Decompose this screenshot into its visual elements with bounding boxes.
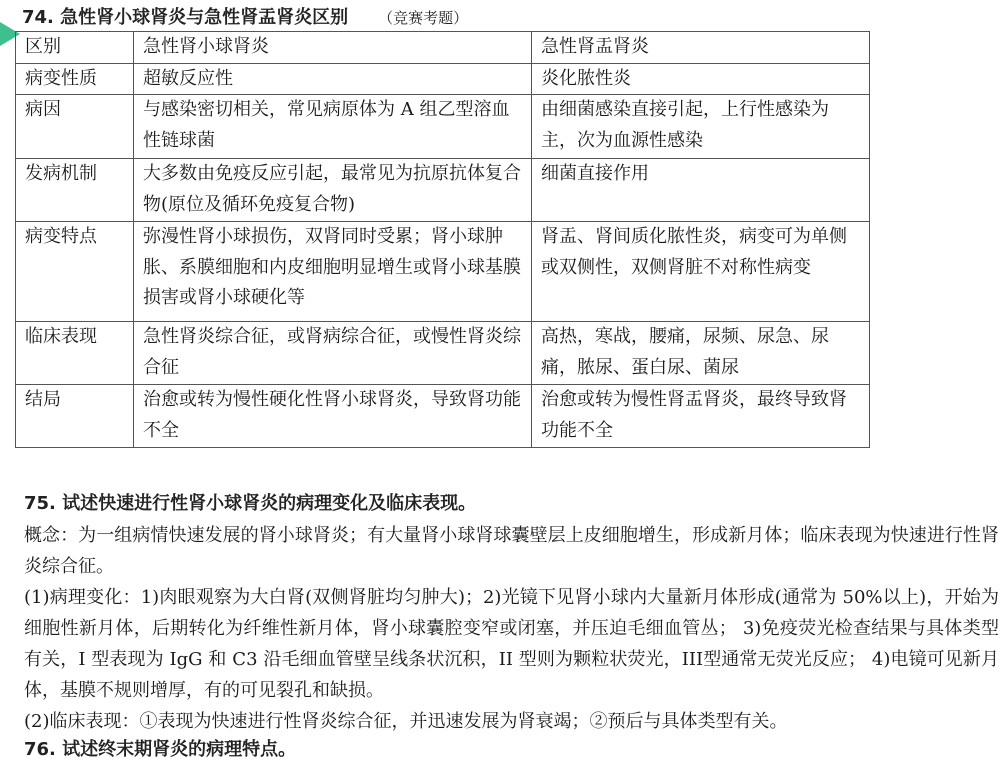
section-74-title: 74. 急性肾小球肾炎与急性肾盂肾炎区别 — [22, 7, 349, 28]
table-row — [16, 159, 870, 222]
section-75-title: 75. 试述快速进行性肾小球肾炎的病理变化及临床表现。 — [24, 493, 477, 514]
comparison-table — [15, 31, 870, 448]
table-header-cell: 区别 — [16, 32, 134, 64]
section-75 — [24, 488, 999, 737]
table-cell: 由细菌感染直接引起，上行性感染为主，次为血源性感染 — [532, 95, 870, 159]
table-row — [16, 222, 870, 322]
table-row — [16, 385, 870, 448]
table-row-label: 病变性质 — [16, 63, 134, 95]
table-cell: 高热，寒战，腰痛，尿频、尿急、尿痛，脓尿、蛋白尿、菌尿 — [532, 322, 870, 385]
table-cell: 弥漫性肾小球损伤，双肾同时受累；肾小球肿胀、系膜细胞和内皮细胞明显增生或肾小球基膜损害或肾小球硬化等 — [134, 222, 532, 322]
table-header-cell: 急性肾盂肾炎 — [532, 32, 870, 64]
table-cell: 急性肾炎综合征，或肾病综合征，或慢性肾炎综合征 — [134, 322, 532, 385]
table-cell: 与感染密切相关，常见病原体为 A 组乙型溶血性链球菌 — [134, 95, 532, 159]
table-row-label: 病因 — [16, 95, 134, 159]
table-cell: 大多数由免疫反应引起，最常见为抗原抗体复合物(原位及循环免疫复合物) — [134, 159, 532, 222]
section-75-paragraph: 概念：为一组病情快速发展的肾小球肾炎；有大量肾小球肾球囊壁层上皮细胞增生，形成新月体；临床表现为快速进行性肾炎综合征。 — [24, 525, 999, 577]
table-row-label: 发病机制 — [16, 159, 134, 222]
table-cell: 炎化脓性炎 — [532, 63, 870, 95]
table-row-label: 病变特点 — [16, 222, 134, 322]
table-row — [16, 322, 870, 385]
table-row — [16, 63, 870, 95]
table-row — [16, 95, 870, 159]
section-75-paragraph: (1)病理变化：1)肉眼观察为大白肾(双侧肾脏均匀肿大)；2)光镜下见肾小球内大量新月体形成(通常为 50%以上)，开始为细胞性新月体，后期转化为纤维性新月体，肾小球囊腔变窄或闭塞，并压迫毛细血管丛； 3)免疫荧光检查结果与具体类型有关，I 型表现为 IgG 和 C3 沿毛细血管壁呈线条状沉积，II 型则为颗粒状荧光，III型通常无荧光反应； 4)电镜可见新月体，基膜不规则增厚，有的可见裂孔和缺损。 — [24, 587, 999, 701]
section-75-paragraph: (2)临床表现：①表现为快速进行性肾炎综合征，并迅速发展为肾衰竭；②预后与具体类型有关。 — [24, 711, 788, 732]
table-cell: 治愈或转为慢性肾盂肾炎，最终导致肾功能不全 — [532, 385, 870, 448]
table-cell: 超敏反应性 — [134, 63, 532, 95]
table-cell: 治愈或转为慢性硬化性肾小球肾炎，导致肾功能不全 — [134, 385, 532, 448]
table-cell: 细菌直接作用 — [532, 159, 870, 222]
table-row-label: 临床表现 — [16, 322, 134, 385]
section-76-title: 76. 试述终末期肾炎的病理特点。 — [24, 739, 297, 760]
section-74-note: （竞赛考题） — [378, 9, 469, 27]
table-header-cell: 急性肾小球肾炎 — [134, 32, 532, 64]
section-74-heading — [22, 3, 468, 29]
table-cell: 肾盂、肾间质化脓性炎，病变可为单侧或双侧性，双侧肾脏不对称性病变 — [532, 222, 870, 322]
table-row-label: 结局 — [16, 385, 134, 448]
table-header-row — [16, 32, 870, 64]
